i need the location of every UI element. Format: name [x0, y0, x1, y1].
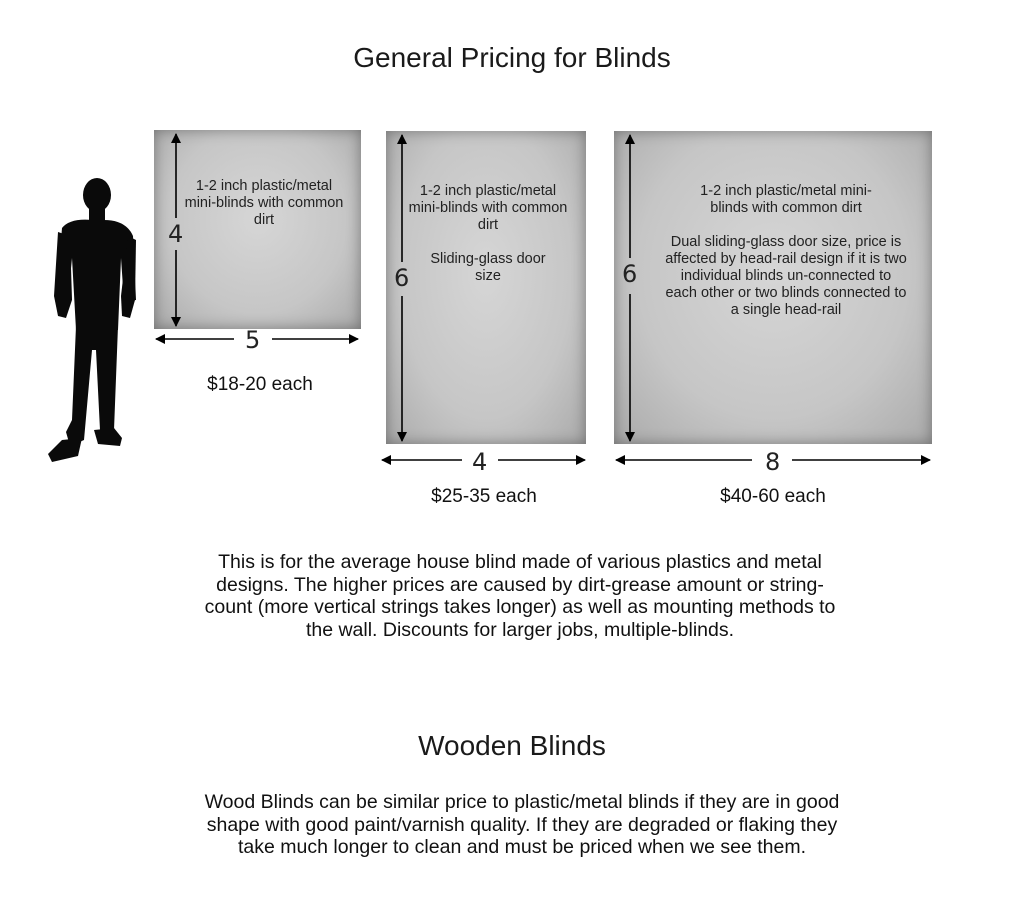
- height-label: 6: [394, 264, 410, 292]
- general-pricing-note: This is for the average house blind made of various plastics and metal designs. The higher prices are caused by dirt-grease amount or string-count (more vertical strings takes longer) as well as mounting methods to the wall. Discounts for larger jobs, multiple-blinds.: [204, 551, 836, 641]
- width-label: 8: [765, 448, 781, 476]
- price-label: $25-35 each: [431, 486, 537, 507]
- description-line: Dual sliding-glass door size, price is affected by head-rail design if it is two individual blinds un-connected to each other or two blinds connected to a single head-rail: [665, 234, 907, 318]
- price-label: $40-60 each: [720, 486, 826, 507]
- wooden-blinds-title: Wooden Blinds: [418, 730, 606, 761]
- width-label: 4: [472, 448, 488, 476]
- wooden-blinds-note: Wood Blinds can be similar price to plastic/metal blinds if they are in good shape with good paint/varnish quality. If they are degraded or flaking they take much longer to clean and must be priced when we see them.: [204, 791, 840, 858]
- page-title: General Pricing for Blinds: [353, 42, 671, 73]
- price-label: $18-20 each: [207, 374, 313, 395]
- height-label: 4: [168, 220, 184, 248]
- height-label: 6: [622, 260, 638, 288]
- description-line: Sliding-glass door size: [430, 251, 546, 284]
- description-line: 1-2 inch plastic/metal mini-blinds with common dirt: [184, 178, 344, 228]
- width-label: 5: [245, 326, 261, 354]
- description-line: 1-2 inch plastic/metal mini-blinds with common dirt: [408, 183, 568, 233]
- description-line: 1-2 inch plastic/metal mini-blinds with common dirt: [700, 183, 872, 216]
